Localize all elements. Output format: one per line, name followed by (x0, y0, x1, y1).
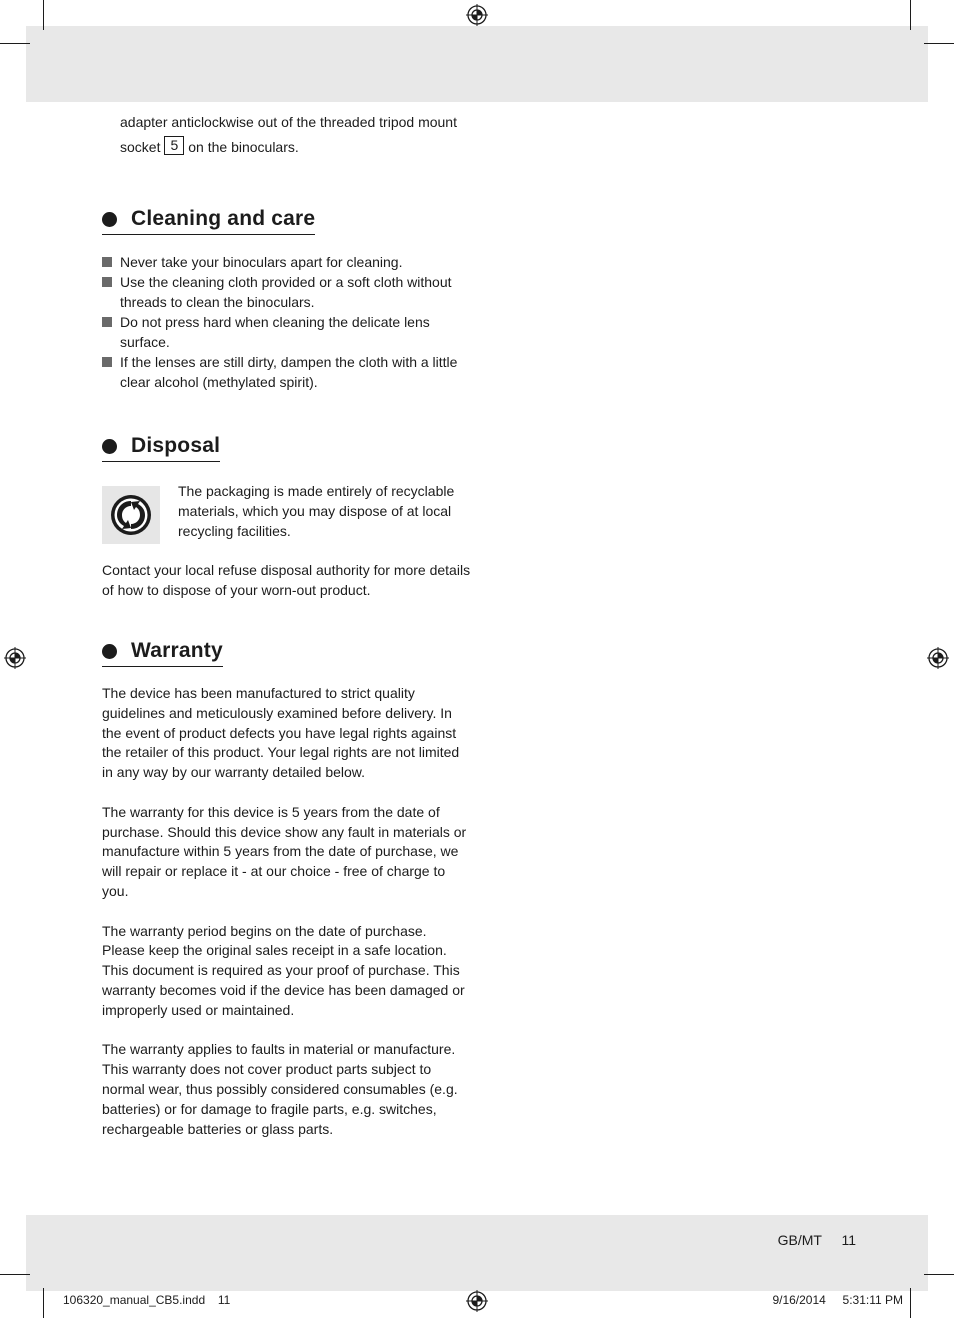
contact-text: Contact your local refuse disposal authority for more details of how to dispose of your worn-out product. (102, 562, 471, 598)
warranty-paragraph: The warranty period begins on the date of purchase. Please keep the original sales receipt in a safe location. This document is required as your proof of purchase. This warranty becomes void if the device has been damaged or improperly used or maintained. (102, 922, 465, 1018)
intro-line-1: adapter anticlockwise out of the threaded tripod mount (120, 114, 457, 130)
slug-timestamp (772, 1293, 903, 1307)
disposal-title: Disposal (131, 434, 221, 457)
crop-mark (910, 1288, 911, 1318)
intro-line-2 (120, 135, 480, 160)
square-bullet-icon (102, 357, 112, 367)
cleaning-list (102, 252, 472, 392)
intro-line-2-end: on the binoculars. (188, 139, 299, 155)
crop-mark (910, 0, 911, 30)
warranty-paragraph: The warranty applies to faults in material or manufacture. This warranty does not cover product parts subject to normal wear, thus possibly considered consumables (e.g. batteries) or for damage to fragile parts, e.g. switches, rechargeable batteries or glass parts. (102, 1041, 458, 1137)
footer-band (26, 1215, 928, 1291)
registration-mark-icon (466, 1290, 488, 1312)
part-reference-number: 5 (164, 136, 184, 155)
slug-filename: 106320_manual_CB5.indd (63, 1293, 206, 1307)
packaging-text: The packaging is made entirely of recyclable materials, which you may dispose of at local recycling facilities. (178, 483, 455, 539)
crop-mark (43, 0, 44, 30)
crop-mark (43, 1288, 44, 1318)
square-bullet-icon (102, 257, 112, 267)
recycle-icon-box (102, 486, 160, 544)
list-item: Do not press hard when cleaning the delicate lens surface. (102, 312, 472, 352)
cleaning-list-container (102, 252, 472, 392)
language-code: GB/MT (777, 1232, 822, 1248)
registration-mark-icon (927, 647, 949, 669)
cleaning-heading (102, 204, 315, 235)
cleaning-title: Cleaning and care (131, 207, 316, 230)
warranty-heading (102, 636, 223, 667)
registration-mark-icon (466, 4, 488, 26)
list-item: Use the cleaning cloth provided or a soft cloth without threads to clean the binoculars. (102, 272, 472, 312)
list-item: If the lenses are still dirty, dampen the cloth with a little clear alcohol (methylated spirit). (102, 352, 472, 392)
slug-file (63, 1293, 230, 1307)
registration-mark-icon (4, 647, 26, 669)
crop-mark (924, 1274, 954, 1275)
heading-bullet-icon (102, 212, 117, 227)
packaging-text-block (178, 482, 472, 541)
heading-bullet-icon (102, 644, 117, 659)
contact-text-block (102, 561, 472, 601)
slug-time: 5:31:11 PM (842, 1293, 903, 1307)
square-bullet-icon (102, 277, 112, 287)
intro-line-2-start: socket (120, 139, 161, 155)
recycle-icon (109, 493, 153, 537)
slug-file-page: 11 (217, 1293, 231, 1307)
crop-mark (924, 43, 954, 44)
page-footer (778, 1232, 856, 1248)
list-item: Never take your binoculars apart for cleaning. (102, 252, 472, 272)
warranty-paragraph: The warranty for this device is 5 years from the date of purchase. Should this device show any fault in materials or manufacture within 5 years from the date of purchase, we will repair or replace it - at our choice - free of charge to you. (102, 803, 467, 899)
square-bullet-icon (102, 317, 112, 327)
slug-date: 9/16/2014 (772, 1293, 826, 1307)
crop-mark (0, 43, 30, 44)
heading-bullet-icon (102, 439, 117, 454)
intro-text (120, 110, 480, 160)
page-number: 11 (841, 1232, 856, 1248)
warranty-title: Warranty (131, 639, 223, 662)
disposal-heading (102, 431, 220, 462)
header-band (26, 26, 928, 102)
warranty-body (102, 684, 472, 1139)
warranty-paragraph: The device has been manufactured to strict quality guidelines and meticulously examined before delivery. In the event of product defects you have legal rights against the retailer of this product. Your legal rights are not limited in any way by our warranty detailed below. (102, 685, 460, 781)
crop-mark (0, 1274, 30, 1275)
